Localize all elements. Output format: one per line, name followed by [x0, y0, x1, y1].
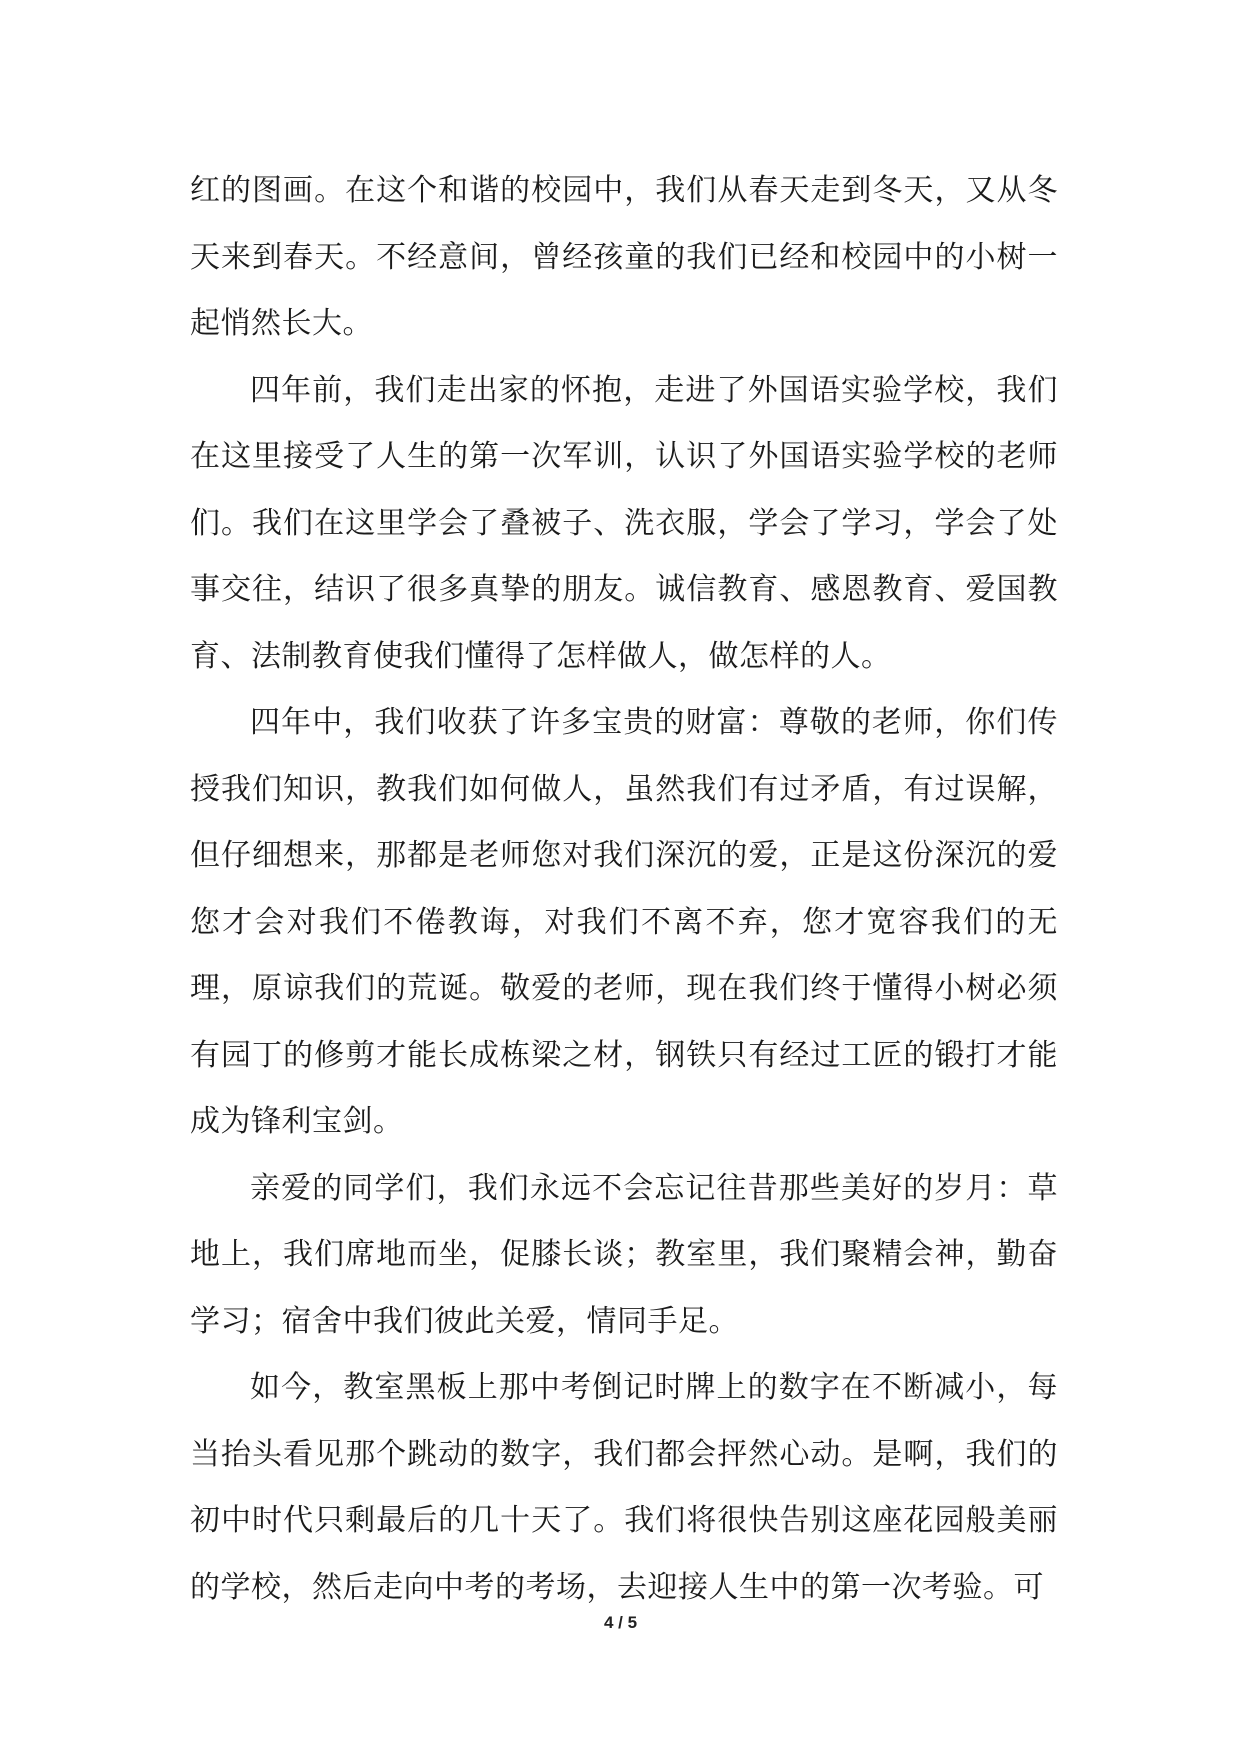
- paragraph-4: 亲爱的同学们，我们永远不会忘记往昔那些美好的岁月：草地上，我们席地而坐，促膝长谈；教室里，我们聚精会神，勤奋学习；宿舍中我们彼此关爱，情同手足。: [190, 1170, 1058, 1339]
- paragraph-1: 红的图画。在这个和谐的校园中，我们从春天走到冬天，又从冬天来到春天。不经意间，曾经孩童的我们已经和校园中的小树一起悄然长大。: [190, 173, 1058, 341]
- document-body: [190, 158, 1058, 1621]
- paragraph-5: 如今，教室黑板上那中考倒记时牌上的数字在不断减小，每当抬头看见那个跳动的数字，我们都会抨然心动。是啊，我们的初中时代只剩最后的几十天了。我们将很快告别这座花园般美丽的学校，然后走向中考的考场，去迎接人生中的第一次考验。可: [190, 1370, 1058, 1605]
- paragraph-3: 四年中，我们收获了许多宝贵的财富：尊敬的老师，你们传授我们知识，教我们如何做人，虽然我们有过矛盾，有过误解，但仔细想来，那都是老师您对我们深沉的爱，正是这份深沉的爱您才会对我们不倦教诲，对我们不离不弃，您才宽容我们的无理，原谅我们的荒诞。敬爱的老师，现在我们终于懂得小树必须有园丁的修剪才能长成栋梁之材，钢铁只有经过工匠的锻打才能成为锋利宝剑。: [190, 705, 1058, 1139]
- page-number: 4 / 5: [603, 1613, 638, 1632]
- paragraph-2: 四年前，我们走出家的怀抱，走进了外国语实验学校，我们在这里接受了人生的第一次军训，认识了外国语实验学校的老师们。我们在这里学会了叠被子、洗衣服，学会了学习，学会了处事交往，结识了很多真挚的朋友。诚信教育、感恩教育、爱国教育、法制教育使我们懂得了怎样做人，做怎样的人。: [190, 372, 1058, 674]
